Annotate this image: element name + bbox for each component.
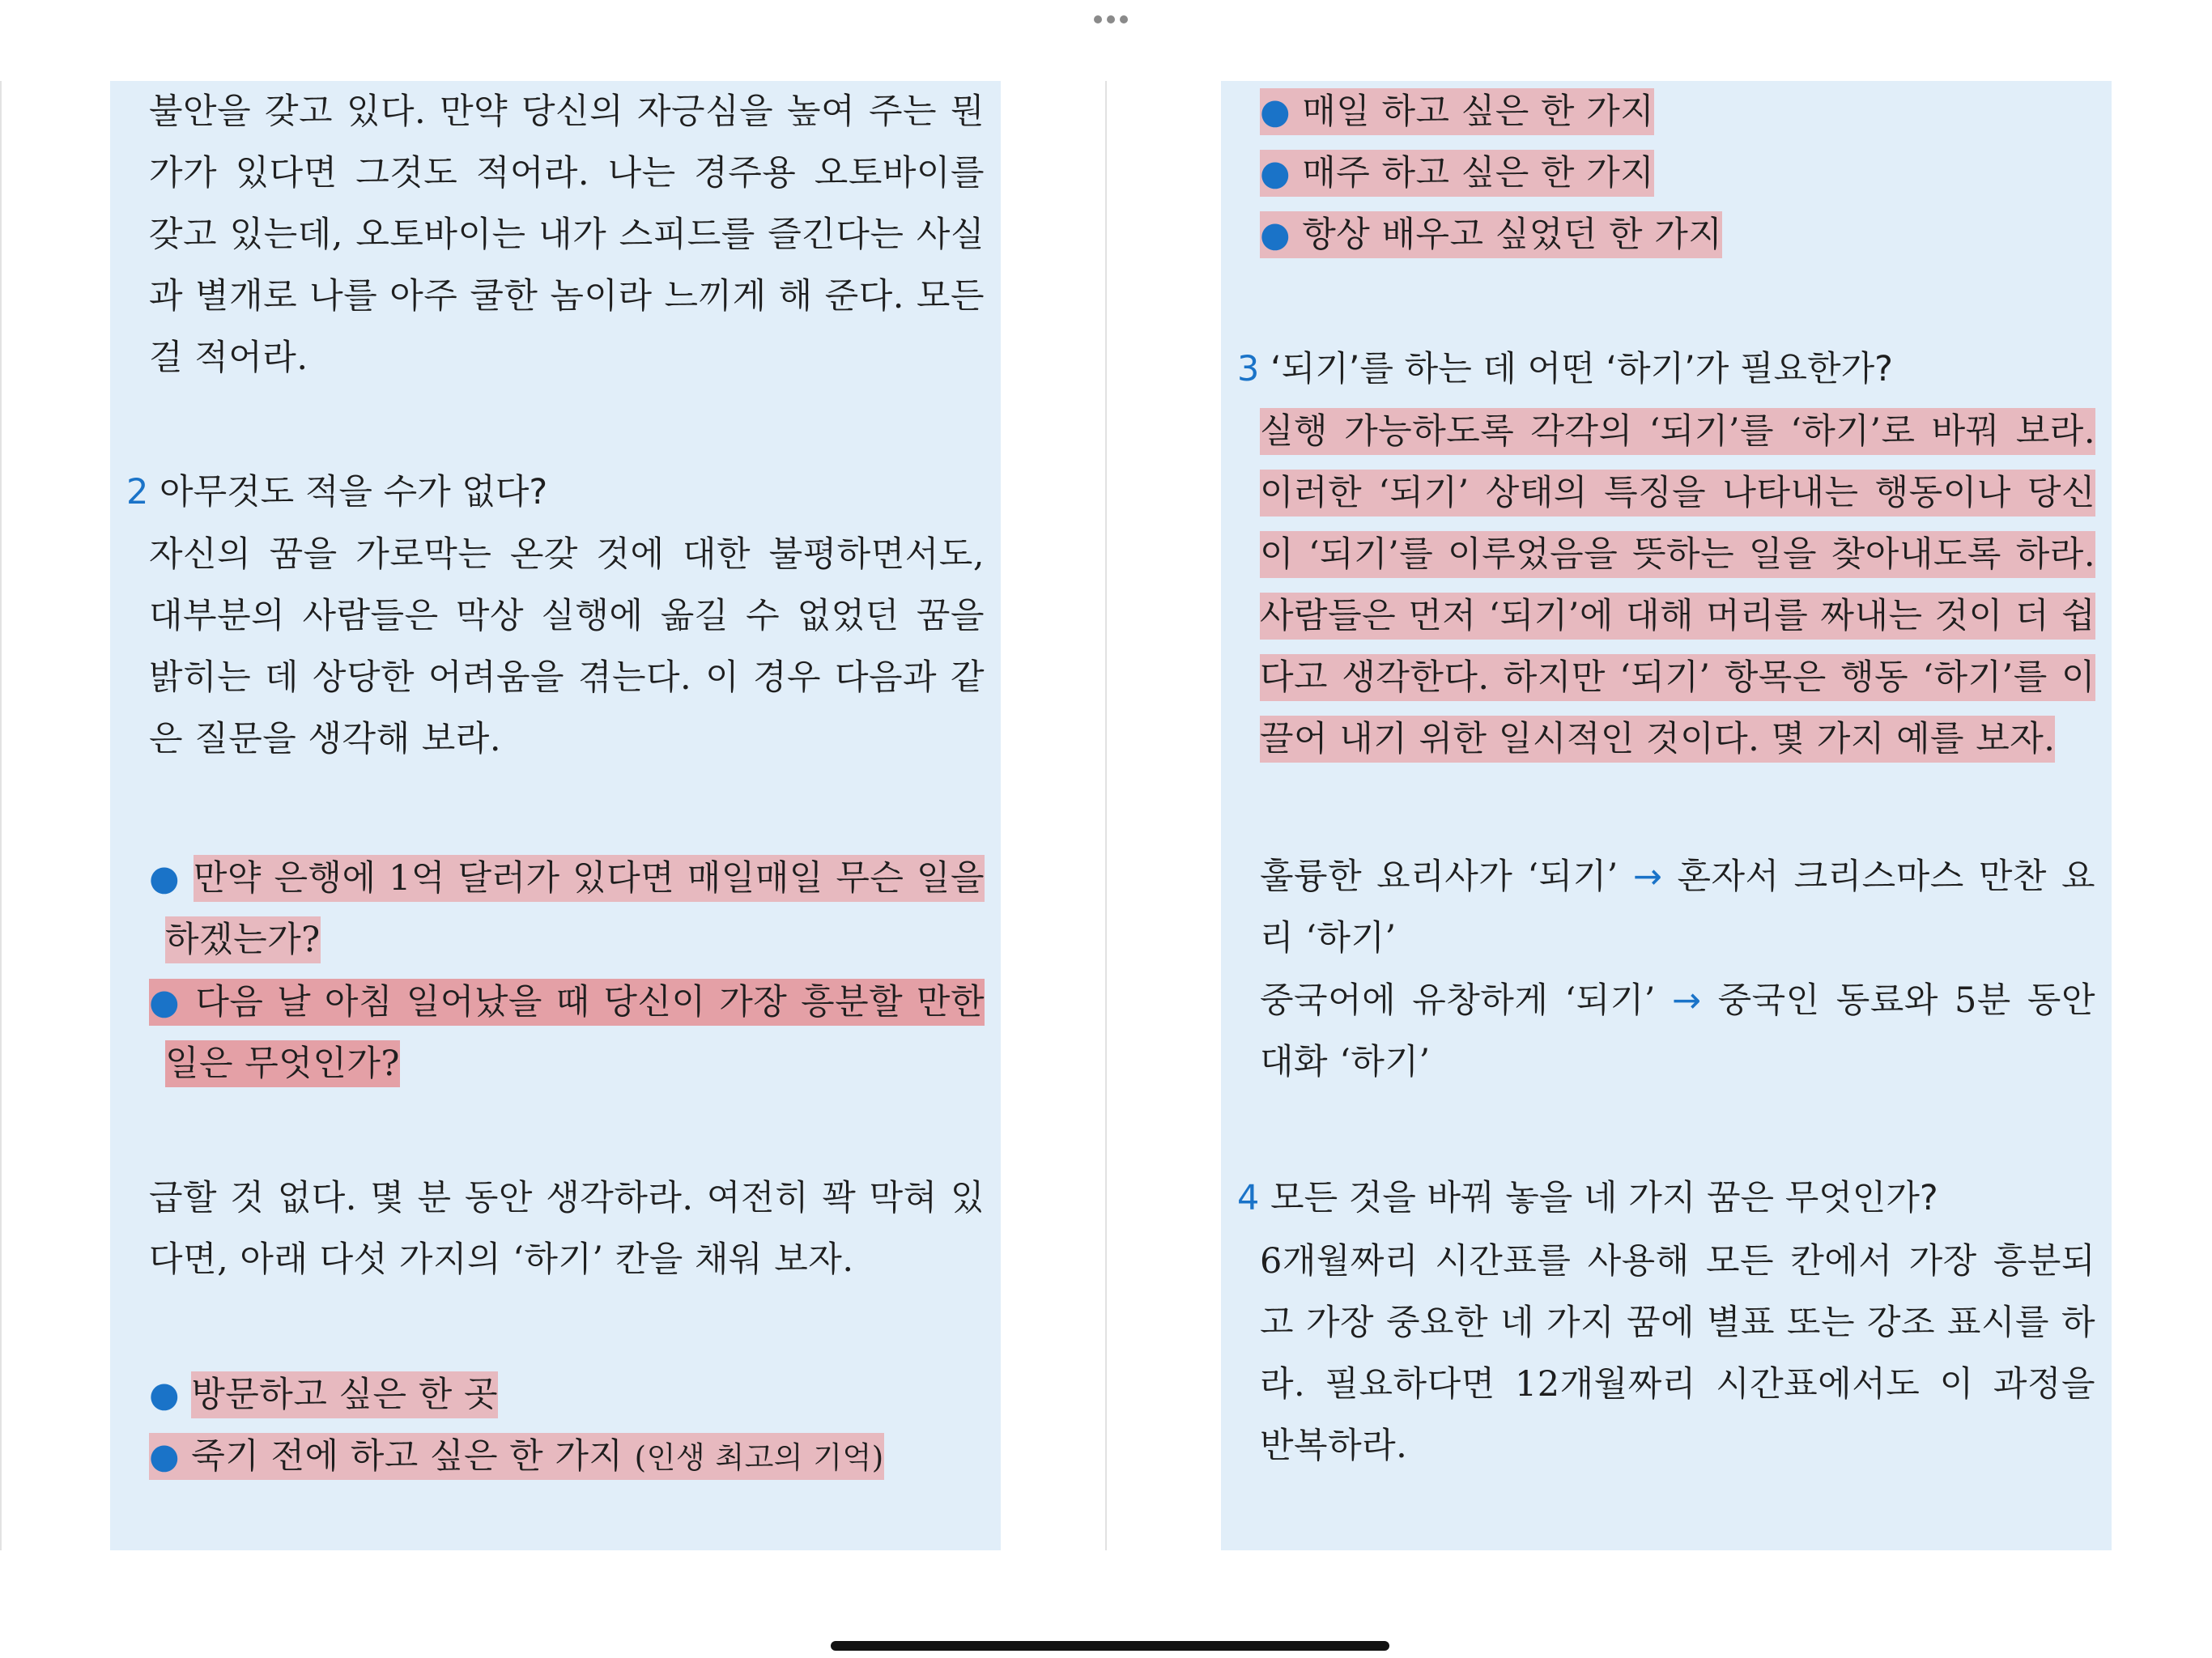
example-doing: 혼자서 크리스마스 만찬 요리 ‘하기’ [1260,857,2095,959]
note-text: (인생 최고의 기억) [634,1440,884,1475]
highlighted-text[interactable]: 실행 가능하도록 각각의 ‘되기’를 ‘하기’로 바꿔 보라. 이러한 ‘되기’ 상태의 특징을 나타내는 행동이나 당신이 ‘되기’를 이루었음을 뜻하는 일을 찾아내도록 하라. 사람들은 먼저 ‘되기’에 대해 머리를 짜내는 것이 더 쉽다고 생각한다. 하지만 ‘되기’ 항목은 행동 ‘하기’를 이끌어 내기 위한 일시적인 것이다. 몇 가지 예를 보자. [1260,408,2095,763]
dot [1107,15,1115,23]
list-item [1260,204,2095,266]
question-2 [149,971,985,1095]
example-2 [1260,970,2095,1093]
bullet-icon: ● [149,858,181,899]
bullet-icon: ● [149,1375,181,1415]
bullet-icon: ● [1260,91,1291,132]
highlighted-text[interactable]: ● 죽기 전에 하고 싶은 한 가지 (인생 최고의 기억) [149,1433,884,1480]
highlighted-text[interactable]: ● 항상 배우고 싶었던 한 가지 [1260,211,1722,258]
example-1 [1260,846,2095,969]
section-2-heading [126,461,985,523]
example-being: 훌륭한 요리사가 ‘되기’ [1260,857,1619,897]
list-item [149,1426,985,1489]
bullet-icon: ● [1260,153,1291,193]
bullet-icon: ● [1260,215,1291,255]
example-being: 중국어에 유창하게 ‘되기’ [1260,980,1656,1021]
highlighted-text[interactable]: ● 다음 날 아침 일어났을 때 당신이 가장 흥분할 만한 일은 무엇인가? [149,979,985,1087]
section-title: 아무것도 적을 수가 없다? [160,472,548,512]
arrow-right-icon: → [1671,980,1702,1021]
dot [1094,15,1102,23]
highlighted-text[interactable]: ● 매일 하고 싶은 한 가지 [1260,88,1654,135]
left-edge-divider [0,81,2,1550]
home-indicator[interactable] [831,1641,1389,1651]
paragraph-5: 6개월짜리 시간표를 사용해 모든 칸에서 가장 흥분되고 가장 중요한 네 가지 꿈에 별표 또는 강조 표시를 하라. 필요하다면 12개월짜리 시간표에서도 이 과정을 반복하라. [1260,1241,2095,1466]
example-doing: 중국인 동료와 5분 동안 대화 ‘하기’ [1260,980,2095,1082]
multitasking-dots-icon[interactable] [1091,15,1130,24]
section-number: 3 [1237,349,1260,389]
list-item [1260,142,2095,204]
right-page[interactable] [1221,81,2112,1550]
highlighted-text[interactable]: ● 매주 하고 싶은 한 가지 [1260,150,1654,197]
section-title: ‘되기’를 하는 데 어떤 ‘하기’가 필요한가? [1270,349,1893,389]
question-1 [149,848,985,971]
highlighted-text[interactable]: 방문하고 싶은 한 곳 [191,1371,498,1418]
arrow-right-icon: → [1632,857,1663,897]
section-number: 2 [126,472,149,512]
paragraph-1: 불안을 갖고 있다. 만약 당신의 자긍심을 높여 주는 뭔가가 있다면 그것도 적어라. 나는 경주용 오토바이를 갖고 있는데, 오토바이는 내가 스피드를 즐긴다는 사실과 별개로 나를 아주 쿨한 놈이라 느끼게 해 준다. 모든 걸 적어라. [149,91,985,378]
list-item [1260,81,2095,142]
bullet-icon: ● [149,1436,181,1477]
highlighted-text[interactable]: 만약 은행에 1억 달러가 있다면 매일매일 무슨 일을 하겠는가? [165,855,985,963]
paragraph-2: 자신의 꿈을 가로막는 온갖 것에 대한 불평하면서도, 대부분의 사람들은 막상 실행에 옮길 수 없었던 꿈을 밝히는 데 상당한 어려움을 겪는다. 이 경우 다음과 같은 질문을 생각해 보라. [149,534,985,759]
paragraph-4 [1260,401,2095,770]
spine-divider [1105,81,1107,1550]
section-3-heading [1237,338,2095,400]
section-number: 4 [1237,1178,1260,1218]
bullet-icon: ● [149,982,182,1022]
paragraph-3: 급할 것 없다. 몇 분 동안 생각하라. 여전히 꽉 막혀 있다면, 아래 다섯 가지의 ‘하기’ 칸을 채워 보자. [149,1178,985,1280]
section-4-heading [1237,1167,2095,1229]
dot [1120,15,1128,23]
section-title: 모든 것을 바꿔 놓을 네 가지 꿈은 무엇인가? [1270,1178,1938,1218]
list-item [149,1364,985,1426]
left-page[interactable] [110,81,1001,1550]
